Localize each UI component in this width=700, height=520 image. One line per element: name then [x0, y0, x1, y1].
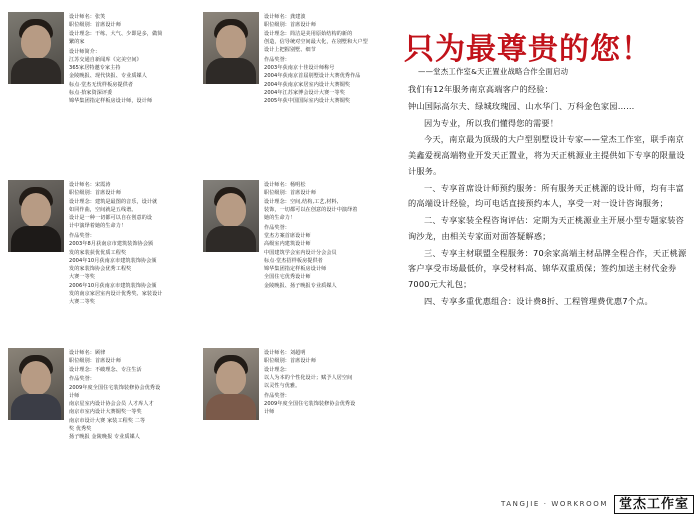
designer-photo-4 [203, 180, 259, 252]
bio-line: 南京市设计大赛 家装工程奖 二等 [69, 417, 146, 424]
bio-line: 职位级别：首席设计师 [264, 358, 316, 365]
portrait-face-shape [21, 193, 51, 227]
designer-grid [8, 12, 390, 510]
bio-line: 设计师简介： [69, 48, 101, 55]
designer-bio-4 [264, 180, 390, 290]
designer-photo-5 [8, 348, 64, 420]
copy-paragraph: 一、专享首席设计师预约服务：所有服务天正桃源的设计师，均有丰富的高端设计经验，均可电话直接预约本人，享受一对一设计咨询服务； [408, 182, 685, 209]
bio-line: 设计师名：顾律 [69, 350, 106, 356]
designer-bio-1 [69, 12, 195, 105]
copy-paragraph: 我们有12年服务南京高端客户的经验： [408, 84, 554, 94]
copy-paragraph: 因为专业，所以我们懂得您的需要！ [424, 117, 559, 128]
portrait-face-shape [216, 361, 246, 395]
portrait-body-shape [206, 226, 256, 252]
bio-line: 365家居特邀专家主持 [69, 65, 121, 71]
copy-paragraph: 二、专享家装全程咨询评估：定期为天正桃源业主开展小型专题家装咨询沙龙，由相关专家面对面答疑解惑； [408, 215, 685, 241]
bio-line: 设计师名：杨明松 [264, 182, 306, 188]
designer-bio-5 [69, 348, 195, 441]
bio-line: 金陵晚报、扬子晚报专业质媒人 [264, 282, 337, 289]
bio-line: 发的家装获优优质工程奖 [69, 249, 127, 256]
bio-line: 职位级别：首席设计师 [69, 22, 121, 29]
portrait-body-shape [11, 226, 61, 252]
bio-line: 作品奖誉： [69, 376, 95, 383]
bio-line: 作品奖誉： [69, 233, 95, 239]
bio-line: 设计师名：宋霞涛 [69, 182, 111, 188]
bio-line: 中国建筑学会室内设计分会会员 [264, 249, 337, 256]
right-column [398, 0, 700, 520]
bio-line: 全国住宅优秀设计师 [264, 274, 311, 281]
bio-line: 设计师名：刘超明 [264, 350, 306, 356]
designer-photo-1 [8, 12, 64, 84]
bio-line: 2003年获南京十佳设计师称号 [264, 65, 335, 71]
designer-card-1 [8, 12, 195, 174]
bio-line: 标点·堂杰无忧样板房提供者 [69, 81, 134, 88]
designer-bio-2 [264, 12, 390, 105]
bio-line: 设计师名：张笑 [69, 14, 106, 20]
page-subtitle: ——堂杰工作室&天正置业战略合作全面启动 [418, 67, 569, 76]
bio-line: 奖 优秀奖 [69, 425, 92, 432]
portrait-body-shape [206, 58, 256, 84]
bio-line: 发的南京家居室内设计优秀奖、家装设计 [69, 290, 163, 297]
copy-paragraph: 三、专享主材联盟全程服务：70余家高端主材品牌全程合作，天正桃源客户享受市场最低价，享受材料高、锦华双重质保；签约加送主材代金券7000元大礼包； [408, 247, 687, 289]
portrait-body-shape [206, 394, 256, 420]
portrait-body-shape [11, 58, 61, 84]
bio-line: 装饰，一切都可以在创意的设计中演绎着 [264, 206, 358, 213]
bio-line: 职位级别：首席设计师 [264, 190, 316, 197]
bio-line: 江苏交通自新闻库《完美空间》 [69, 56, 142, 63]
bio-line: 扬子晚报 金陵晚报 专业质媒人 [69, 434, 140, 440]
bio-line: 职位级别：首席设计师 [264, 22, 316, 29]
designer-bio-6 [264, 348, 390, 417]
body-copy [408, 82, 692, 311]
bio-line: 设计上把握别墅、细节 [264, 47, 316, 53]
page-title: 只为最尊贵的您！ [404, 32, 652, 67]
bio-line: 标点·拾家资深评委 [69, 89, 113, 96]
bio-line: 大赛二等奖 [69, 299, 95, 305]
bio-line: 2009年度全国住宅装饰装修协会优秀设 [69, 384, 161, 391]
bio-line: 2004年获南京首届别墅设计大赛优秀作品 [264, 73, 361, 80]
designer-card-3 [8, 180, 195, 342]
copy-paragraph: 钟山国际高尔夫、绿城玫瑰园、山水华门、万科金色家园…… [408, 100, 635, 111]
bio-line: 2003年8月获南京市建筑装饰协会颁 [69, 241, 154, 248]
bio-line: 设计师名：龚建波 [264, 14, 306, 20]
copy-paragraph: 四、专享多重优惠组合：设计费8折、工程管理费优惠7个点。 [424, 295, 653, 306]
bio-line: 她的生命力！ [264, 215, 296, 221]
portrait-face-shape [21, 25, 51, 59]
bio-line: 计师 [69, 392, 80, 399]
bio-line: 大赛一等奖 [69, 274, 95, 281]
designer-bio-3 [69, 180, 195, 306]
bio-line: 设计理念： [264, 366, 290, 373]
bio-line: 作品奖誉： [264, 56, 290, 63]
bio-line: 设计理念：干练、大气、少即是多，做简 [69, 30, 163, 37]
bio-line: 作品奖誉： [264, 224, 290, 231]
bio-line: 南京星室内设计协会会员 人才库人才 [69, 401, 154, 407]
designer-card-4 [203, 180, 390, 342]
bio-line: 职位级别：首席设计师 [69, 190, 121, 197]
bio-line: 发的家装饰协会优秀工程奖 [69, 266, 132, 272]
designer-photo-6 [203, 348, 259, 420]
bio-line: 以人为本的个性化设计；赋予人居空间 [264, 374, 353, 381]
bio-line: 堂杰方案首席设计师 [264, 233, 311, 239]
bio-line: 设计是一种一切都可以自在创意的设 [69, 215, 153, 221]
designer-photo-2 [203, 12, 259, 84]
bio-line: 2006年10月获南京市建筑装饰协会颁 [69, 282, 157, 289]
designer-photo-3 [8, 180, 64, 252]
bio-line: 2004年江苏家博会设计大赛一等奖 [264, 89, 345, 96]
copy-paragraph: 今天，南京最为顶级的大户型别墅设计专家——堂杰工作室，联手南京美鑫爱视高端物业开发天正置业，将为天正桃源业主提供如下专享的限量设计服务。 [408, 134, 685, 176]
portrait-face-shape [216, 193, 246, 227]
portrait-body-shape [11, 394, 61, 420]
bio-line: 设计理念：简洁是美用原始结构的新的 [264, 30, 353, 37]
bio-line: 创造，信导统对空间最大化，在别墅和大户型 [264, 38, 368, 45]
brand-logo-en: TANGJIE · WORKROOM [500, 500, 608, 508]
portrait-face-shape [216, 25, 246, 59]
bio-line: 标点·堂杰招样板房提供者 [264, 257, 323, 264]
bio-line: 如同作曲，空间就是五线谱。 [69, 206, 137, 213]
bio-line: 金陵晚报、现代快报、专业质媒人 [69, 73, 147, 80]
bio-line: 职位级别：首席设计师 [69, 358, 121, 365]
bio-line: 2004年获南京家居室内设计大赛铜奖 [264, 81, 351, 88]
bio-line: 锦华集团指定样板房设计师 [264, 266, 327, 272]
bio-line: 设计理念：建筑是最图的音乐，设计就 [69, 198, 158, 205]
bio-line: 以灵性与优雅。 [264, 383, 301, 389]
bio-line: 计师 [264, 409, 275, 416]
bio-line: 设计理念：不破理念、专注生活 [69, 366, 142, 373]
bio-line: 南京市室内设计大赛铜奖一等奖 [69, 409, 142, 416]
designer-card-2 [203, 12, 390, 174]
brand-logo [501, 495, 694, 514]
bio-line: 高级室内建筑设计师 [264, 241, 311, 248]
bio-line: 2005年获中国国际室内设计大赛铜奖 [264, 98, 351, 104]
portrait-face-shape [21, 361, 51, 395]
bio-line: 2004年10月获南京市建筑装饰协会颁 [69, 257, 157, 264]
designer-card-6 [203, 348, 390, 510]
bio-line: 计中演绎着她的生命力！ [69, 223, 127, 230]
designer-card-5 [8, 348, 195, 510]
brand-logo-cn: 堂杰工作室 [614, 495, 694, 514]
bio-line: 设计理念：空间,结构,工艺,材料, [264, 198, 339, 205]
bio-line: 锦华集团指定样板房设计师，设计师 [69, 98, 153, 104]
bio-line: 繁的家 [69, 38, 85, 45]
bio-line: 作品奖誉： [264, 392, 290, 399]
bio-line: 2009年度全国住宅装饰装修协会优秀设 [264, 401, 356, 407]
